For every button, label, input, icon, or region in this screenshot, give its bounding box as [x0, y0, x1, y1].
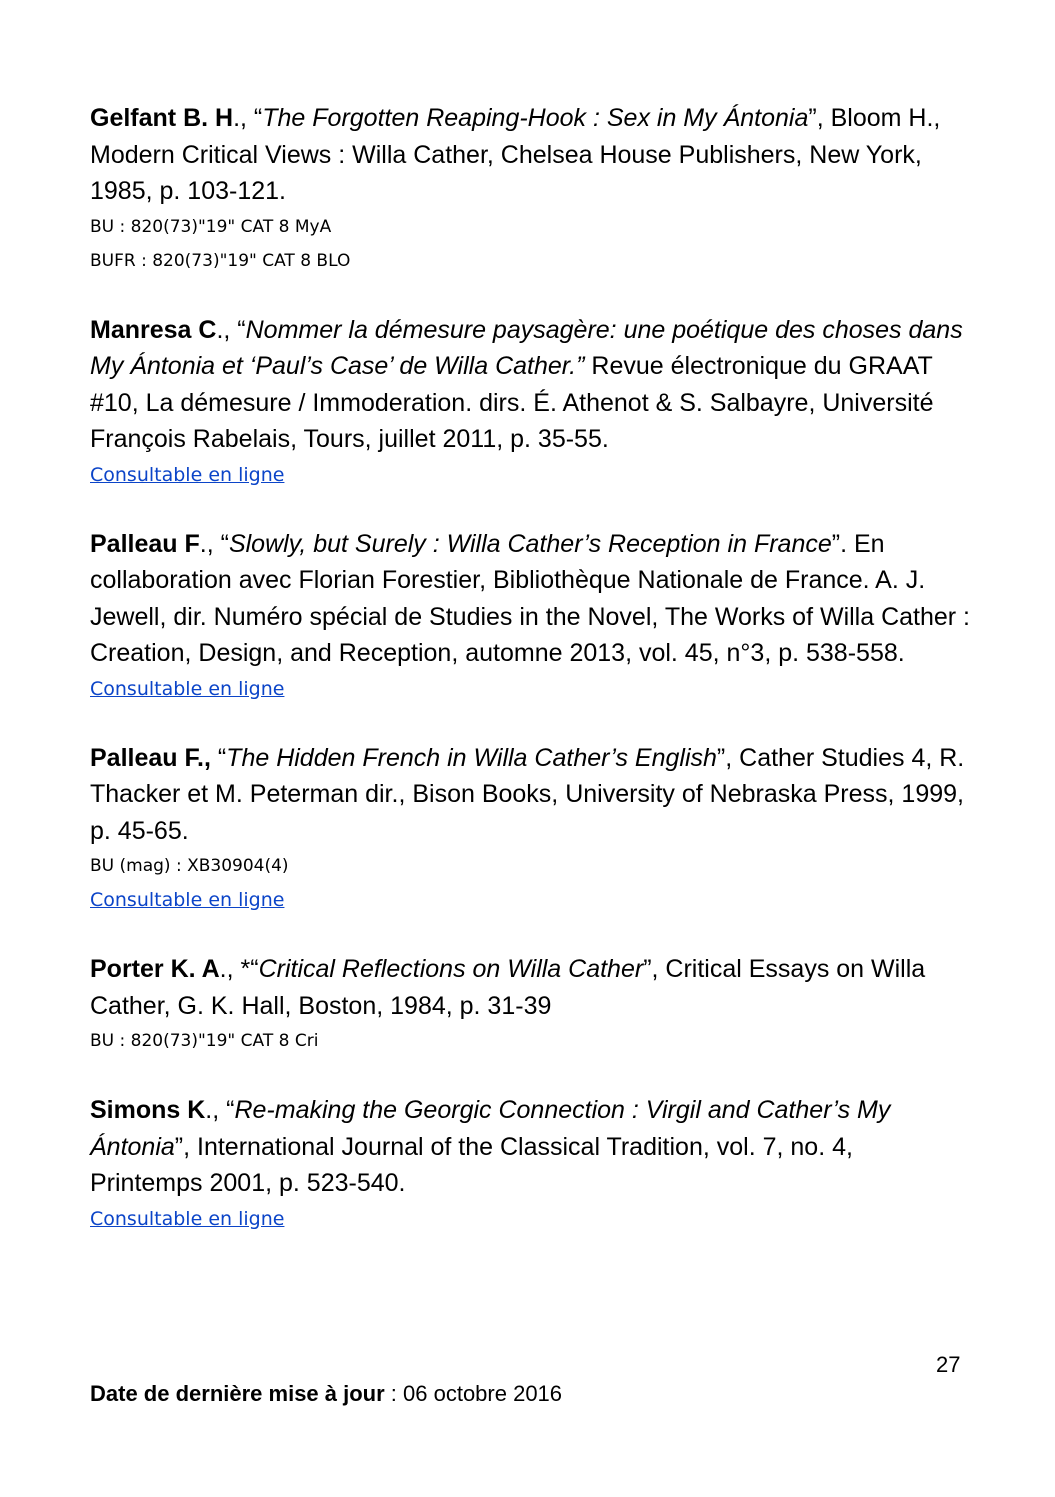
- online-link[interactable]: Consultable en ligne: [90, 463, 285, 486]
- entry-details: ”, Bloom H., Modern Critical Views : Willa Cather, Chelsea House Publishers, New York, 1985, p. 103-121.: [90, 104, 941, 205]
- call-number: BU (mag) : XB30904(4): [90, 856, 289, 876]
- entry-title: The Forgotten Reaping-Hook : Sex in My Ántonia: [262, 104, 809, 132]
- entry-author: Manresa C: [90, 315, 217, 344]
- call-number: BUFR : 820(73)"19" CAT 8 BLO: [90, 250, 351, 271]
- entry-author: Gelfant B. H: [90, 104, 234, 132]
- reference-text: Gelfant B. H., “The Forgotten Reaping-Hook : Sex in My Ántonia”, Bloom H., Modern Critical Views : Willa Cather, Chelsea House Publishers, New York, 1985, p. 103-121.: [90, 104, 941, 205]
- bibliography-entry: [90, 526, 970, 706]
- entry-details: ”, International Journal of the Classical Tradition, vol. 7, no. 4, Printemps 2001, p. 523-540.: [90, 1132, 853, 1197]
- entry-title: Re-making the Georgic Connection : Virgil and Cather’s My Ántonia: [90, 1096, 891, 1161]
- bibliography-entry: [90, 1092, 970, 1236]
- reference-text: Palleau F., “The Hidden French in Willa Cather’s English”, Cather Studies 4, R. Thacker et M. Peterman dir., Bison Books, University of Nebraska Press, 1999, p. 45-65.: [90, 743, 965, 845]
- entry-title: Nommer la démesure paysagère: une poétique des choses dans My Ántonia et ‘Paul’s Case’ de Willa Cather.”: [90, 315, 963, 380]
- call-number: BU : 820(73)"19" CAT 8 MyA: [90, 216, 332, 237]
- page-number: 27: [936, 1352, 961, 1377]
- reference-text: Simons K., “Re-making the Georgic Connection : Virgil and Cather’s My Ántonia”, International Journal of the Classical Tradition, vol. 7, no. 4, Printemps 2001, p. 523-540.: [90, 1096, 891, 1197]
- bibliography-entry: [90, 951, 970, 1058]
- entry-author: Palleau F.,: [90, 743, 211, 772]
- call-number: BU : 820(73)"19" CAT 8 Cri: [90, 1031, 319, 1051]
- last-updated-date: 06 octobre 2016: [403, 1381, 563, 1406]
- entry-title: Critical Reflections on Willa Cather: [258, 955, 644, 983]
- entry-title: Slowly, but Surely : Willa Cather’s Reception in France: [228, 529, 832, 558]
- reference-text: Palleau F., “Slowly, but Surely : Willa Cather’s Reception in France”. En collaboration avec Florian Forestier, Bibliothèque Nationale de France. A. J. Jewell, dir. Numéro spécial de Studies in the Novel, The Works of Willa Cather : Creation, Design, and Reception, automne 2013, vol. 45, n°3, p. 538-558.: [90, 529, 971, 667]
- bibliography-entry: [90, 740, 970, 918]
- bibliography-entry: [90, 312, 970, 492]
- entry-details: Revue électronique du GRAAT #10, La démesure / Immoderation. dirs. É. Athenot & S. Salbayre, Université François Rabelais, Tours, juillet 2011, p. 35-55.: [90, 352, 934, 453]
- online-link[interactable]: Consultable en ligne: [90, 889, 285, 911]
- last-updated-label: Date de dernière mise à jour: [90, 1381, 385, 1406]
- entry-details: ”, Cather Studies 4, R. Thacker et M. Peterman dir., Bison Books, University of Nebraska Press, 1999, p. 45-65.: [90, 743, 965, 845]
- entry-author: Palleau F: [90, 529, 200, 558]
- last-updated-footer: Date de dernière mise à jour : 06 octobre 2016: [90, 1381, 563, 1406]
- online-link[interactable]: Consultable en ligne: [90, 1207, 285, 1230]
- reference-text: Porter K. A., *“Critical Reflections on Willa Cather”, Critical Essays on Willa Cather, G. K. Hall, Boston, 1984, p. 31-39: [90, 955, 926, 1020]
- bibliography: [90, 100, 970, 1270]
- entry-author: Simons K: [90, 1096, 206, 1124]
- online-link[interactable]: Consultable en ligne: [90, 677, 285, 700]
- bibliography-entry: [90, 100, 970, 278]
- entry-details: ”, Critical Essays on Willa Cather, G. K. Hall, Boston, 1984, p. 31-39: [90, 955, 926, 1020]
- entry-details: ”. En collaboration avec Florian Forestier, Bibliothèque Nationale de France. A. J. Jewell, dir. Numéro spécial de Studies in the Novel, The Works of Willa Cather : Creation, Design, and Reception, automne 2013, vol. 45, n°3, p. 538-558.: [90, 529, 971, 667]
- entry-title: The Hidden French in Willa Cather’s English: [226, 743, 717, 772]
- entry-author: Porter K. A: [90, 955, 220, 983]
- reference-text: Manresa C., “Nommer la démesure paysagère: une poétique des choses dans My Ántonia et ‘Paul’s Case’ de Willa Cather.” Revue électronique du GRAAT #10, La démesure / Immoderation. dirs. É. Athenot & S. Salbayre, Université François Rabelais, Tours, juillet 2011, p. 35-55.: [90, 315, 963, 453]
